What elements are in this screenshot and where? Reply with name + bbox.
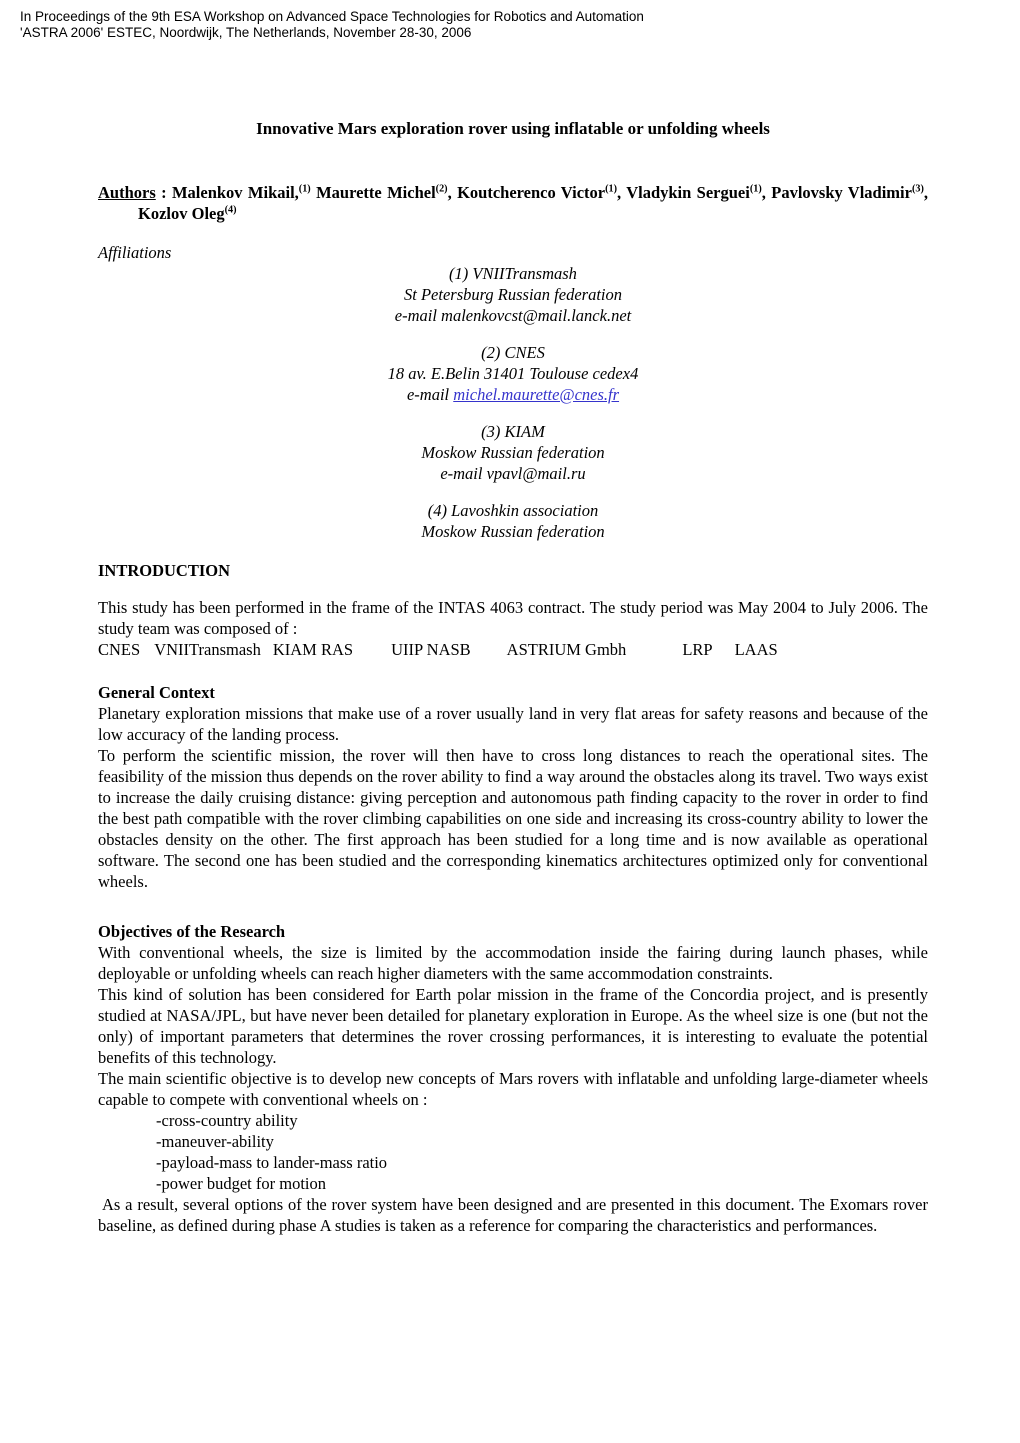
author-affiliation-superscript: (1) (605, 183, 618, 195)
team-member: KIAM RAS (272, 640, 354, 659)
affiliation-3-address: Moskow Russian federation (421, 443, 605, 462)
affiliation-1-email: e-mail malenkovcst@mail.lanck.net (394, 306, 632, 325)
authors-line (98, 182, 928, 224)
affiliation-4-name: (4) Lavoshkin association (427, 501, 599, 520)
affiliation-3-email: e-mail vpavl@mail.ru (440, 464, 586, 483)
objectives-paragraph-2: This kind of solution has been considered for Earth polar mission in the frame of the Concordia project, and is presently studied at NASA/JPL, but have never been detailed for planetary exploration in Europe. As the wheel size is one (but not the only) of important parameters that determines the rover crossing performances, it is interesting to evaluate the potential benefits of this technology. (98, 985, 928, 1067)
affiliation-vniitransmash (98, 263, 928, 326)
general-context-heading: General Context (98, 683, 215, 702)
authors-list (138, 183, 928, 223)
general-context-paragraph-1: Planetary exploration missions that make use of a rover usually land in very flat areas for safety reasons and because of the low accuracy of the landing process. (98, 704, 928, 744)
team-member: VNIITransmash (154, 640, 261, 659)
introduction-heading: INTRODUCTION (98, 561, 231, 580)
objective-item: -payload-mass to lander-mass ratio (156, 1153, 388, 1172)
author-separator: , (761, 183, 772, 202)
affiliation-1-name: (1) VNIITransmash (449, 264, 577, 283)
objective-item: -power budget for motion (156, 1174, 327, 1193)
objectives-criteria-list (98, 1110, 928, 1194)
author-fullname: Kozlov Oleg (138, 204, 225, 223)
author-fullname: Koutcherenco Victor (457, 183, 606, 202)
author-separator: , (923, 183, 929, 202)
affiliation-lavoshkin (98, 500, 928, 542)
objectives-paragraph-3: The main scientific objective is to develop new concepts of Mars rovers with inflatable and unfolding large-diameter wheels capable to compete with conventional wheels on : (98, 1069, 928, 1109)
author-affiliation-superscript: (3) (911, 183, 924, 195)
author-name (138, 204, 237, 223)
author-affiliation-superscript: (1) (298, 183, 311, 195)
proceedings-line2: 'ASTRA 2006' ESTEC, Noordwijk, The Netherlands, November 28-30, 2006 (20, 25, 472, 40)
introduction-paragraph: This study has been performed in the frame of the INTAS 4063 contract. The study period was May 2004 to July 2006. The study team was composed of : (98, 598, 928, 638)
author-affiliation-superscript: (1) (749, 183, 762, 195)
proceedings-line1: In Proceedings of the 9th ESA Workshop on Advanced Space Technologies for Robotics and Automation (20, 9, 644, 24)
author-separator: , (617, 183, 627, 202)
affiliation-2-name: (2) CNES (481, 343, 545, 362)
affiliations-label: Affiliations (98, 243, 172, 262)
objectives-heading: Objectives of the Research (98, 922, 286, 941)
objective-item: -maneuver-ability (156, 1132, 274, 1151)
cnes-email-link[interactable]: michel.maurette@cnes.fr (453, 385, 620, 404)
author-affiliation-superscript: (4) (224, 204, 237, 216)
author-fullname: Pavlovsky Vladimir (771, 183, 912, 202)
general-context-paragraph-2: To perform the scientific mission, the rover will then have to cross long distances to reach the operational sites. The feasibility of the mission thus depends on the rover ability to find a way around the obstacles along its travel. Two ways exist to increase the daily cruising distance: giving perception and autonomous path finding capacity to the rover in order to find the best path compatible with the rover climbing capabilities on one side and increasing its cross-country ability to lower the obstacles density on the other. The first approach has been studied for a long time and is now available as operational software. The second one has been studied and the corresponding kinematics architectures optimized only for conventional wheels. (98, 746, 928, 891)
team-member: LRP (682, 640, 713, 659)
author-affiliation-superscript: (2) (435, 183, 448, 195)
objectives-paragraph-1: With conventional wheels, the size is limited by the accommodation inside the fairing during launch phases, while deployable or unfolding wheels can reach higher diameters with the same accommodation constraints. (98, 943, 928, 983)
affiliation-4-address: Moskow Russian federation (421, 522, 605, 541)
objective-item: -cross-country ability (156, 1111, 298, 1130)
authors-separator: : (155, 183, 172, 202)
authors-label: Authors (98, 183, 156, 202)
affiliation-3-name: (3) KIAM (481, 422, 545, 441)
affiliation-2-address: 18 av. E.Belin 31401 Toulouse cedex4 (387, 364, 639, 383)
team-member: LAAS (734, 640, 778, 659)
team-member: UIIP NASB (391, 640, 471, 659)
author-fullname: Maurette Michel (316, 183, 436, 202)
author-name (457, 183, 626, 202)
paper-title: Innovative Mars exploration rover using inflatable or unfolding wheels (256, 119, 770, 138)
affiliation-2-email-line (98, 384, 928, 405)
author-separator: , (447, 183, 458, 202)
author-name (626, 183, 771, 202)
author-name (316, 183, 457, 202)
team-member: ASTRIUM Gmbh (506, 640, 627, 659)
team-member: CNES (98, 640, 141, 659)
objectives-paragraph-4: As a result, several options of the rover system have been designed and are presented in this document. The Exomars rover baseline, as defined during phase A studies is taken as a reference for comparing the characteristics and performances. (98, 1195, 928, 1235)
page-content (98, 0, 928, 1236)
author-fullname: Malenkov Mikail, (171, 183, 299, 202)
affiliation-kiam (98, 421, 928, 484)
affiliation-cnes (98, 342, 928, 405)
affiliation-1-address: St Petersburg Russian federation (404, 285, 622, 304)
author-name (172, 183, 316, 202)
study-team-list (98, 639, 928, 660)
author-name (771, 183, 928, 202)
author-fullname: Vladykin Serguei (626, 183, 750, 202)
affiliation-2-email-prefix: e-mail (406, 385, 454, 404)
